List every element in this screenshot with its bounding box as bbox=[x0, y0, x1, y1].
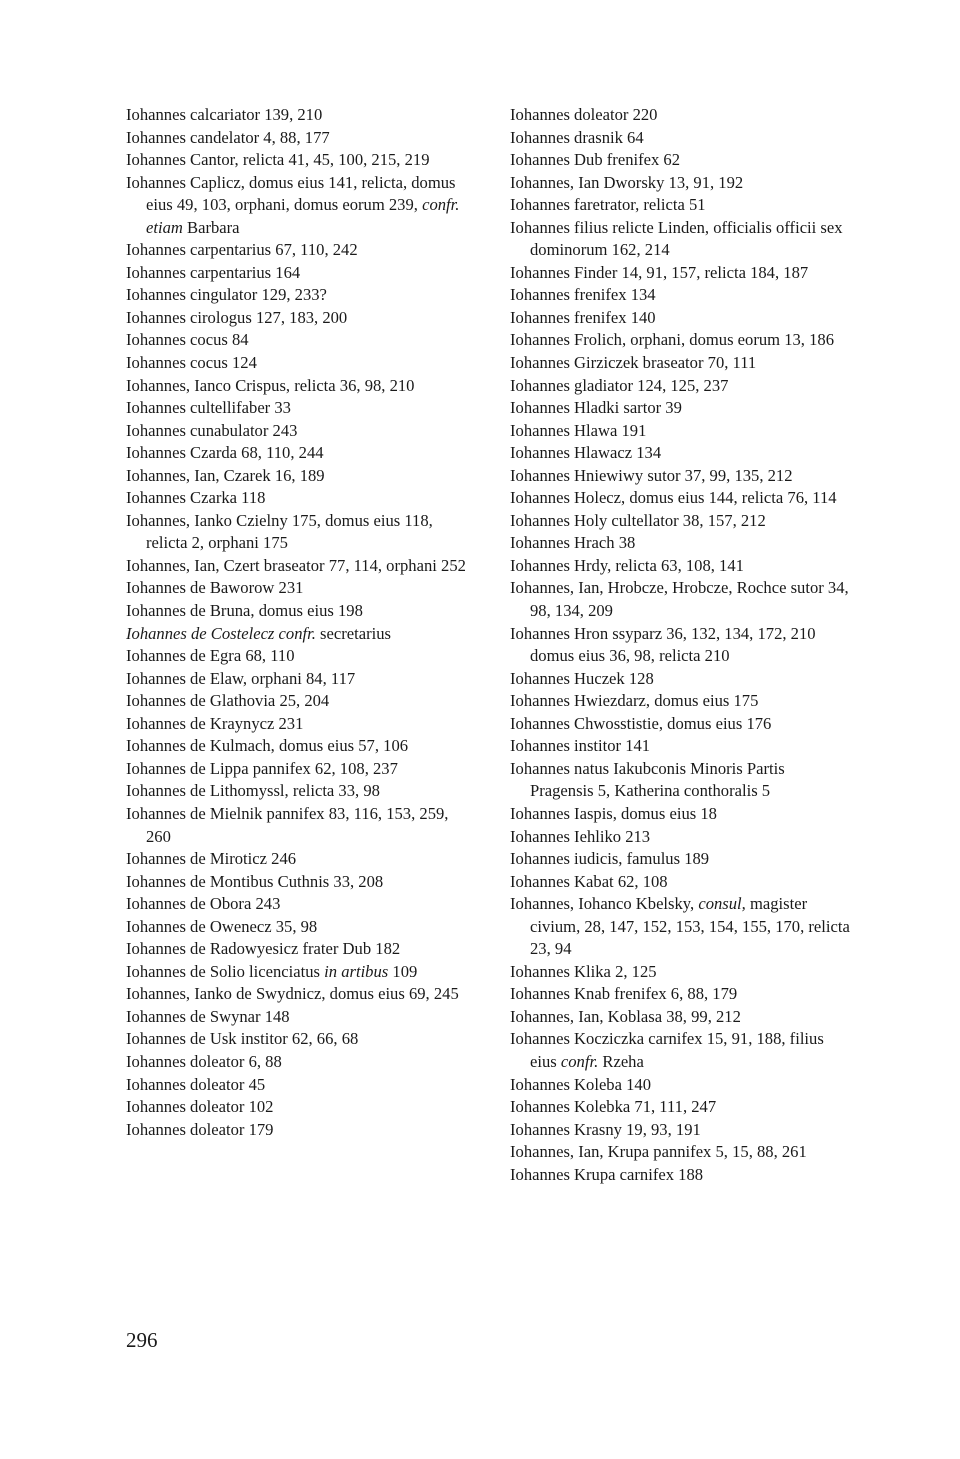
index-entry-text: Iohannes de Owenecz 35, 98 bbox=[126, 916, 318, 936]
index-entry-text: Iohannes Klika 2, 125 bbox=[510, 961, 657, 981]
index-entry-text: Iohannes frenifex 140 bbox=[510, 307, 656, 327]
index-entry bbox=[510, 690, 850, 713]
index-entry bbox=[510, 758, 850, 803]
index-entry-text: Iohannes de Radowyesicz frater Dub 182 bbox=[126, 939, 401, 959]
index-entry bbox=[510, 397, 850, 420]
index-entry-text: 109 bbox=[388, 961, 418, 981]
index-entry-text: Iohannes Hniewiwy sutor 37, 99, 135, 212 bbox=[510, 465, 793, 485]
index-entry bbox=[126, 487, 466, 510]
index-entry bbox=[126, 1096, 466, 1119]
index-entry-text: Iohannes Hrdy, relicta 63, 108, 141 bbox=[510, 555, 744, 575]
index-entry-text: Iohannes Hlawa 191 bbox=[510, 420, 647, 440]
index-entry bbox=[510, 826, 850, 849]
index-entry-text: Iohannes de Glathovia 25, 204 bbox=[126, 691, 330, 711]
index-entry bbox=[126, 465, 466, 488]
index-entry bbox=[510, 375, 850, 398]
index-entry bbox=[510, 623, 850, 668]
index-entry-text: Iohannes, Ian Dworsky 13, 91, 192 bbox=[510, 172, 744, 192]
index-entry-text: Iohannes institor 141 bbox=[510, 736, 651, 756]
index-entry-text: Iohannes de Kulmach, domus eius 57, 106 bbox=[126, 736, 409, 756]
index-entry-text: Iohannes cirologus 127, 183, 200 bbox=[126, 307, 348, 327]
index-entry bbox=[510, 465, 850, 488]
index-entry-text: Iohannes Hrach 38 bbox=[510, 533, 636, 553]
index-entry bbox=[126, 1028, 466, 1051]
index-entry-text: Iohannes de Elaw, orphani 84, 117 bbox=[126, 668, 356, 688]
index-entry-text: Iohannes, Ian, Czert braseator 77, 114, orphani 252 bbox=[126, 555, 466, 575]
index-entry-text: Iohannes Frolich, orphani, domus eorum 13, 186 bbox=[510, 330, 834, 350]
index-entry bbox=[126, 239, 466, 262]
index-entry bbox=[126, 442, 466, 465]
index-entry-text: Iohannes doleator 220 bbox=[510, 105, 658, 124]
index-entry bbox=[126, 555, 466, 578]
index-entry bbox=[510, 735, 850, 758]
index-entry-text: Iohannes candelator 4, 88, 177 bbox=[126, 127, 330, 147]
index-entry-text: Iohannes de Baworow 231 bbox=[126, 578, 304, 598]
index-entry-text: Iohannes Cantor, relicta 41, 45, 100, 215, 219 bbox=[126, 150, 430, 170]
index-entry bbox=[510, 284, 850, 307]
index-entry bbox=[510, 983, 850, 1006]
index-entry-text: Iohannes de Mielnik pannifex 83, 116, 153, 259, 260 bbox=[126, 803, 449, 846]
index-entry-text: Iohannes Dub frenifex 62 bbox=[510, 150, 681, 170]
index-entry bbox=[126, 1051, 466, 1074]
index-entry-text: Iohannes frenifex 134 bbox=[510, 285, 656, 305]
index-entry bbox=[510, 262, 850, 285]
index-entry bbox=[510, 555, 850, 578]
index-entry-text: Iohannes Iehliko 213 bbox=[510, 826, 651, 846]
index-entry-text: Iohannes cunabulator 243 bbox=[126, 420, 298, 440]
index-entry-text: Iohannes cultellifaber 33 bbox=[126, 398, 291, 418]
index-entry bbox=[126, 1074, 466, 1097]
index-entry-text: Iohannes Kabat 62, 108 bbox=[510, 871, 668, 891]
index-entry-text: Iohannes cocus 84 bbox=[126, 330, 249, 350]
index-entry bbox=[126, 420, 466, 443]
index-entry-text: Iohannes doleator 45 bbox=[126, 1074, 266, 1094]
index-entry bbox=[126, 713, 466, 736]
index-entry-text: Iohannes Kolebka 71, 111, 247 bbox=[510, 1097, 717, 1117]
index-entry bbox=[126, 668, 466, 691]
index-entry-text: Iohannes Holy cultellator 38, 157, 212 bbox=[510, 510, 766, 530]
index-entry-text: Iohannes de Lithomyssl, relicta 33, 98 bbox=[126, 781, 380, 801]
index-entry-text: Iohannes Chwosstistie, domus eius 176 bbox=[510, 713, 772, 733]
index-entry-text: Iohannes de Bruna, domus eius 198 bbox=[126, 601, 363, 621]
index-column-right bbox=[510, 104, 850, 1186]
index-entry bbox=[126, 938, 466, 961]
index-entry bbox=[510, 1074, 850, 1097]
index-entry bbox=[510, 352, 850, 375]
index-entry bbox=[126, 758, 466, 781]
index-entry bbox=[126, 510, 466, 555]
index-entry bbox=[510, 1006, 850, 1029]
index-entry-text: Iohannes Caplicz, domus eius 141, relicta, domus eius 49, 103, orphani, domus eorum 239, bbox=[126, 172, 456, 215]
index-entry-text: Iohannes, Iohanco Kbelsky, bbox=[510, 894, 699, 914]
index-entry-text: Iohannes gladiator 124, 125, 237 bbox=[510, 375, 729, 395]
index-entry-text: Iohannes Krasny 19, 93, 191 bbox=[510, 1119, 701, 1139]
index-entry-text: confr. bbox=[560, 1051, 599, 1071]
index-entry bbox=[510, 194, 850, 217]
index-entry-text: Iohannes de Egra 68, 110 bbox=[126, 646, 295, 666]
index-entry-text: Iohannes, Ianko de Swydnicz, domus eius 69, 245 bbox=[126, 984, 459, 1004]
index-entry bbox=[126, 735, 466, 758]
index-entry-text: Iohannes, Ian, Krupa pannifex 5, 15, 88, 261 bbox=[510, 1142, 807, 1162]
index-entry bbox=[126, 690, 466, 713]
index-entry bbox=[126, 262, 466, 285]
index-entry-text: confr. etiam bbox=[146, 195, 460, 237]
index-entry-text: Iohannes Knab frenifex 6, 88, 179 bbox=[510, 984, 738, 1004]
index-entry bbox=[126, 871, 466, 894]
index-entry bbox=[126, 780, 466, 803]
index-entry bbox=[510, 668, 850, 691]
index-entry bbox=[126, 600, 466, 623]
index-entry-text: Iohannes calcariator 139, 210 bbox=[126, 105, 323, 124]
index-entry-text: in artibus bbox=[324, 961, 389, 981]
index-entry bbox=[510, 104, 850, 127]
index-entry bbox=[510, 442, 850, 465]
index-entry-text: Barbara bbox=[182, 217, 240, 237]
index-entry bbox=[126, 893, 466, 916]
index-entry-text: Iohannes, Ianko Czielny 175, domus eius 118, relicta 2, orphani 175 bbox=[126, 510, 433, 553]
index-entry-text: Iohannes Koleba 140 bbox=[510, 1074, 652, 1094]
index-entry-text: Iohannes de Obora 243 bbox=[126, 894, 281, 914]
index-entry-text: Iohannes Hlawacz 134 bbox=[510, 443, 662, 463]
index-entry bbox=[510, 1119, 850, 1142]
index-entry bbox=[510, 487, 850, 510]
index-entry-text: Iohannes de Lippa pannifex 62, 108, 237 bbox=[126, 758, 398, 778]
index-entry bbox=[510, 961, 850, 984]
index-entry bbox=[510, 420, 850, 443]
index-entry bbox=[126, 329, 466, 352]
index-entry bbox=[510, 510, 850, 533]
index-entry bbox=[126, 803, 466, 848]
index-entry-text: Iohannes cingulator 129, 233? bbox=[126, 285, 327, 305]
index-entry bbox=[126, 284, 466, 307]
index-entry bbox=[510, 848, 850, 871]
index-entry-text: Iohannes Czarka 118 bbox=[126, 488, 266, 508]
index-entry bbox=[126, 375, 466, 398]
index-entry-text: Iohannes Hwiezdarz, domus eius 175 bbox=[510, 691, 759, 711]
index-entry-text: Iohannes, Ian, Czarek 16, 189 bbox=[126, 465, 325, 485]
index-entry-text: Iohannes, Ian, Hrobcze, Hrobcze, Rochce sutor 34, 98, 134, 209 bbox=[510, 578, 849, 621]
index-entry-text: Iohannes cocus 124 bbox=[126, 353, 257, 373]
index-entry-text: Iohannes de Swynar 148 bbox=[126, 1006, 290, 1026]
index-entry bbox=[510, 713, 850, 736]
index-entry-text: Iohannes de Usk institor 62, 66, 68 bbox=[126, 1029, 359, 1049]
index-entry-text: Iohannes de Solio licenciatus bbox=[126, 961, 325, 981]
index-entry bbox=[126, 983, 466, 1006]
index-entry bbox=[510, 577, 850, 622]
index-entry-text: Iohannes Hron ssyparz 36, 132, 134, 172, 210 domus eius 36, 98, relicta 210 bbox=[510, 623, 816, 666]
index-entry bbox=[126, 961, 466, 984]
index-entry-text: Iohannes Czarda 68, 110, 244 bbox=[126, 443, 324, 463]
index-entry-text: Iohannes natus Iakubconis Minoris Partis Pragensis 5, Katherina conthoralis 5 bbox=[510, 758, 785, 801]
index-entry-text: Iohannes, Ianco Crispus, relicta 36, 98, 210 bbox=[126, 375, 415, 395]
index-entry bbox=[126, 916, 466, 939]
index-entry-text: Iohannes Kocziczka carnifex 15, 91, 188, filius eius bbox=[510, 1029, 824, 1071]
index-entry-text: Iohannes Huczek 128 bbox=[510, 668, 654, 688]
index-entry-text: Iohannes de Miroticz 246 bbox=[126, 849, 297, 869]
index-entry-text: Iohannes Iaspis, domus eius 18 bbox=[510, 803, 717, 823]
index-entry-text: Iohannes doleator 102 bbox=[126, 1097, 274, 1117]
index-entry bbox=[126, 848, 466, 871]
index-entry bbox=[126, 104, 466, 127]
index-entry bbox=[510, 1028, 850, 1073]
index-entry bbox=[126, 307, 466, 330]
index-entry bbox=[126, 397, 466, 420]
index-entry-text: Iohannes Hladki sartor 39 bbox=[510, 398, 682, 418]
index-entry-text: Iohannes de Costelecz confr. bbox=[126, 623, 316, 643]
index-entry-text: Iohannes faretrator, relicta 51 bbox=[510, 195, 706, 215]
index-entry bbox=[510, 803, 850, 826]
index-entry-text: Iohannes filius relicte Linden, officialis officii sex dominorum 162, 214 bbox=[510, 217, 843, 260]
index-entry-text: Iohannes Holecz, domus eius 144, relicta 76, 114 bbox=[510, 488, 837, 508]
index-entry-text: magister civium, 28, 147, 152, 153, 154, 155, 170, relicta 23, 94 bbox=[530, 894, 850, 959]
index-column-left bbox=[126, 104, 466, 1141]
index-entry-text: Iohannes Finder 14, 91, 157, relicta 184, 187 bbox=[510, 262, 809, 282]
index-entry bbox=[126, 623, 466, 646]
index-entry bbox=[126, 149, 466, 172]
index-entry-text: Iohannes Krupa carnifex 188 bbox=[510, 1164, 704, 1184]
index-entry bbox=[510, 532, 850, 555]
index-entry bbox=[510, 893, 850, 961]
index-entry-text: Iohannes doleator 6, 88 bbox=[126, 1051, 282, 1071]
index-entry-text: Iohannes carpentarius 164 bbox=[126, 262, 301, 282]
index-entry-text: Iohannes iudicis, famulus 189 bbox=[510, 849, 710, 869]
index-entry bbox=[510, 1141, 850, 1164]
index-entry-text: consul, bbox=[698, 894, 746, 914]
index-entry bbox=[510, 127, 850, 150]
index-entry-text: Iohannes, Ian, Koblasa 38, 99, 212 bbox=[510, 1006, 741, 1026]
index-entry bbox=[510, 217, 850, 262]
index-entry bbox=[510, 871, 850, 894]
index-entry bbox=[510, 329, 850, 352]
index-entry bbox=[510, 1164, 850, 1187]
page-number: 296 bbox=[126, 1328, 158, 1352]
index-entry-text: Iohannes de Kraynycz 231 bbox=[126, 713, 304, 733]
index-entry-text: Iohannes Girziczek braseator 70, 111 bbox=[510, 353, 757, 373]
index-entry bbox=[126, 172, 466, 240]
index-entry bbox=[126, 1119, 466, 1142]
index-entry bbox=[510, 149, 850, 172]
index-entry bbox=[510, 172, 850, 195]
index-entry bbox=[126, 1006, 466, 1029]
index-entry-text: Iohannes de Montibus Cuthnis 33, 208 bbox=[126, 871, 384, 891]
index-entry-text: Iohannes drasnik 64 bbox=[510, 127, 644, 147]
index-entry-text: secretarius bbox=[315, 623, 391, 643]
index-entry-text: Iohannes doleator 179 bbox=[126, 1119, 274, 1139]
index-entry-text: Rzeha bbox=[598, 1051, 644, 1071]
index-entry bbox=[510, 1096, 850, 1119]
index-entry bbox=[126, 127, 466, 150]
index-entry bbox=[126, 352, 466, 375]
index-entry bbox=[126, 577, 466, 600]
index-entry-text: Iohannes carpentarius 67, 110, 242 bbox=[126, 240, 358, 260]
index-entry bbox=[510, 307, 850, 330]
index-entry bbox=[126, 645, 466, 668]
